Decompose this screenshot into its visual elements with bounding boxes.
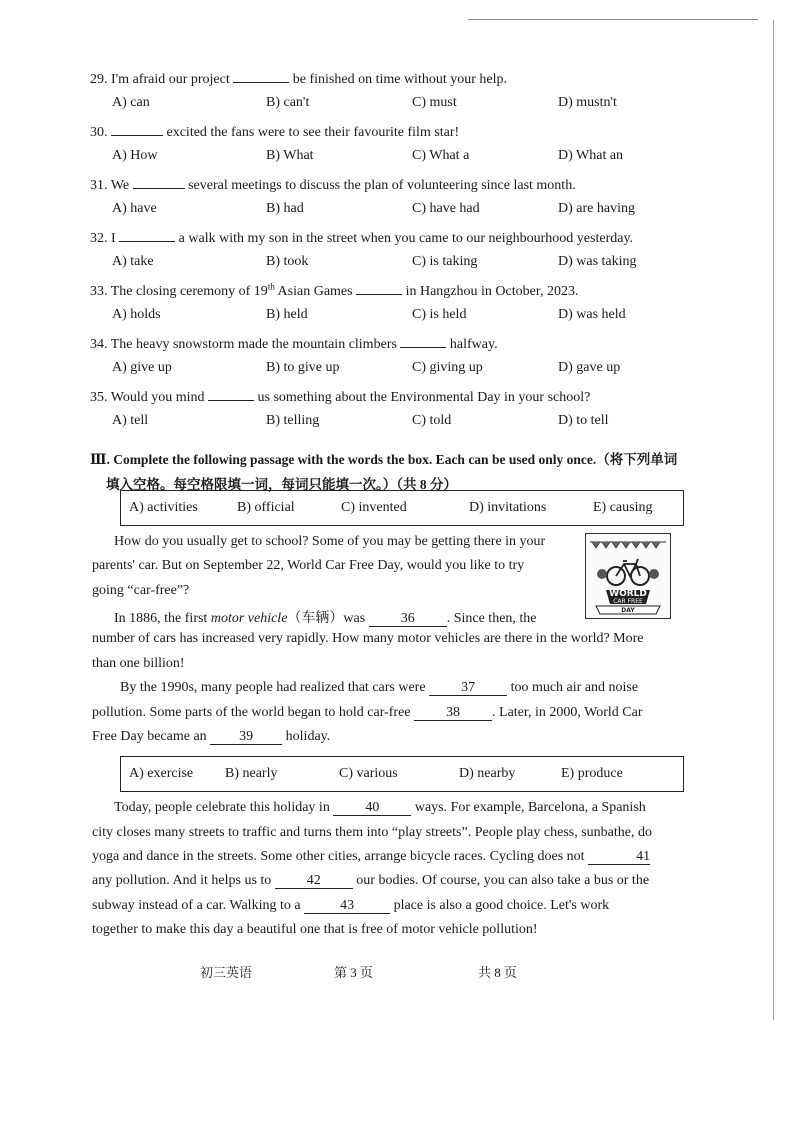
q33-post: in Hangzhou in October, 2023. <box>402 284 579 299</box>
footer-total: 共 8 页 <box>478 965 518 980</box>
para4-text-e: our bodies. Of course, you can also take a bus or the <box>356 873 650 888</box>
para2-line1 <box>114 607 537 627</box>
q31-option-c: C) have had <box>412 201 480 216</box>
q31-option-a: A) have <box>112 201 157 216</box>
q30-option-a: A) How <box>112 148 158 163</box>
page-edge <box>773 20 774 1020</box>
q35-option-d: D) to tell <box>558 413 609 428</box>
para3-text-c: pollution. Some parts of the world began to hold car-free <box>92 705 411 720</box>
q31-post: several meetings to discuss the plan of volunteering since last month. <box>184 178 576 193</box>
q33-option-c: C) is held <box>412 307 467 322</box>
para3-line1 <box>120 680 638 696</box>
q30-blank <box>111 121 163 136</box>
blank-38: 38 <box>414 706 492 721</box>
q33-mid: Asian Games <box>274 284 357 299</box>
q32-option-c: C) is taking <box>412 254 478 269</box>
para3-line2 <box>92 705 643 721</box>
para3-text-b: too much air and noise <box>510 680 639 695</box>
q31-option-d: D) are having <box>558 201 635 216</box>
q32-option-d: D) was taking <box>558 254 637 269</box>
q33-option-a: A) holds <box>112 307 161 322</box>
para4-line4 <box>92 873 649 889</box>
q35-pre: 35. Would you mind <box>90 390 209 405</box>
q31-option-b: B) had <box>266 201 304 216</box>
section-3-heading-line2: 填入空格。每空格限填一词，每词只能填一次。）（共 8 分） <box>106 477 457 492</box>
para4-line1 <box>114 800 646 816</box>
para1-line2: parents' car. But on September 22, World Car Free Day, would you like to try <box>92 558 525 573</box>
para3-line3 <box>92 729 330 745</box>
q30-post: excited the fans were to see their favourite film star! <box>163 125 460 140</box>
para2-text-c: . Since then, the <box>446 611 537 626</box>
para3-text-d: . Later, in 2000, World Car <box>492 705 643 720</box>
picture-text-car-free: CAR FREE <box>613 598 643 605</box>
section-3-heading-line1: Ⅲ. Complete the following passage with the words the box. Each can be used only once.（将下列单词 <box>90 452 678 467</box>
word-box-2 <box>120 756 684 792</box>
word-box-1-item-e: E) causing <box>593 500 653 515</box>
q30-option-c: C) What a <box>412 148 470 163</box>
q29-option-d: D) mustn't <box>558 95 617 110</box>
blank-37: 37 <box>429 681 507 696</box>
word-box-1-item-b: B) official <box>237 500 295 515</box>
q29-post: be finished on time without your help. <box>289 72 507 87</box>
q35-option-c: C) told <box>412 413 452 428</box>
q35-option-b: B) telling <box>266 413 320 428</box>
q33-sup: th <box>267 281 275 292</box>
q33-blank <box>356 280 402 295</box>
q29-pre: 29. I'm afraid our project <box>90 72 234 87</box>
para1-line1: How do you usually get to school? Some of you may be getting there in your <box>114 534 546 549</box>
q32-pre: 32. I <box>90 231 120 246</box>
q29-option-c: C) must <box>412 95 457 110</box>
q35-option-a: A) tell <box>112 413 149 428</box>
para4-text-b: ways. For example, Barcelona, a Spanish <box>414 800 646 815</box>
para2-line2: number of cars has increased very rapidly. How many motor vehicles are there in the world? More <box>92 631 644 646</box>
q29-option-b: B) can't <box>266 95 310 110</box>
word-box-2-item-d: D) nearby <box>459 766 516 781</box>
q31-pre: 31. We <box>90 178 133 193</box>
blank-36: 36 <box>369 612 447 627</box>
para4-text-c: yoga and dance in the streets. Some other cities, arrange bicycle races. Cycling does not <box>92 849 585 864</box>
blank-41: 41 <box>588 850 650 865</box>
top-rule <box>468 19 758 20</box>
blank-39: 39 <box>210 730 282 745</box>
q35-blank <box>208 386 254 401</box>
para4-text-g: place is also a good choice. Let's work <box>393 898 610 913</box>
word-box-1-item-a: A) activities <box>129 500 198 515</box>
picture-text-day: DAY <box>621 607 635 614</box>
para1-line3: going “car-free”? <box>92 583 190 598</box>
para4-text-d: any pollution. And it helps us to <box>92 873 272 888</box>
word-box-2-item-e: E) produce <box>561 766 623 781</box>
q32-blank <box>119 227 175 242</box>
blank-43: 43 <box>304 899 390 914</box>
q29-option-a: A) can <box>112 95 150 110</box>
para2-line3: than one billion! <box>92 656 185 671</box>
blank-42: 42 <box>275 874 353 889</box>
word-box-2-item-a: A) exercise <box>129 766 194 781</box>
q29-blank <box>233 68 289 83</box>
q32-post: a walk with my son in the street when you came to our neighbourhood yesterday. <box>175 231 634 246</box>
footer-page: 第 3 页 <box>334 965 374 980</box>
footer-subject: 初三英语 <box>200 965 253 980</box>
para4-line3 <box>92 849 650 865</box>
para4-text-f: subway instead of a car. Walking to a <box>92 898 301 913</box>
para2-text-a: In 1886, the first <box>114 611 211 626</box>
q32-option-b: B) took <box>266 254 309 269</box>
word-box-2-item-b: B) nearly <box>225 766 278 781</box>
para4-line2: city closes many streets to traffic and turns them into “play streets”. People play chess, sunbathe, do <box>92 825 652 840</box>
q33-option-b: B) held <box>266 307 308 322</box>
blank-40: 40 <box>333 801 411 816</box>
q34-post: halfway. <box>446 337 498 352</box>
para3-text-f: holiday. <box>285 729 331 744</box>
q34-option-c: C) giving up <box>412 360 483 375</box>
q31-blank <box>133 174 185 189</box>
q33-pre: 33. The closing ceremony of 19 <box>90 284 268 299</box>
para4-text-a: Today, people celebrate this holiday in <box>114 800 330 815</box>
world-car-free-day-picture <box>585 533 671 619</box>
para2-text-b: （车辆）was <box>287 611 366 626</box>
word-box-2-item-c: C) various <box>339 766 398 781</box>
q34-option-d: D) gave up <box>558 360 621 375</box>
word-box-1-item-d: D) invitations <box>469 500 547 515</box>
q32-option-a: A) take <box>112 254 154 269</box>
para4-line5 <box>92 898 609 914</box>
para4-line6: together to make this day a beautiful one that is free of motor vehicle pollution! <box>92 922 538 937</box>
bicycle-icon <box>586 534 670 618</box>
word-box-1 <box>120 490 684 526</box>
q30-option-d: D) What an <box>558 148 624 163</box>
q34-option-b: B) to give up <box>266 360 340 375</box>
q34-pre: 34. The heavy snowstorm made the mountain climbers <box>90 337 401 352</box>
q34-option-a: A) give up <box>112 360 172 375</box>
picture-text-world: WORLD <box>609 589 647 599</box>
para3-text-e: Free Day became an <box>92 729 207 744</box>
para3-text-a: By the 1990s, many people had realized that cars were <box>120 680 426 695</box>
q30-option-b: B) What <box>266 148 314 163</box>
q33-option-d: D) was held <box>558 307 626 322</box>
para2-italic: motor vehicle <box>210 611 288 626</box>
word-box-1-item-c: C) invented <box>341 500 407 515</box>
q30-pre: 30. <box>90 125 111 140</box>
q35-post: us something about the Environmental Day in your school? <box>254 390 591 405</box>
q34-blank <box>400 333 446 348</box>
